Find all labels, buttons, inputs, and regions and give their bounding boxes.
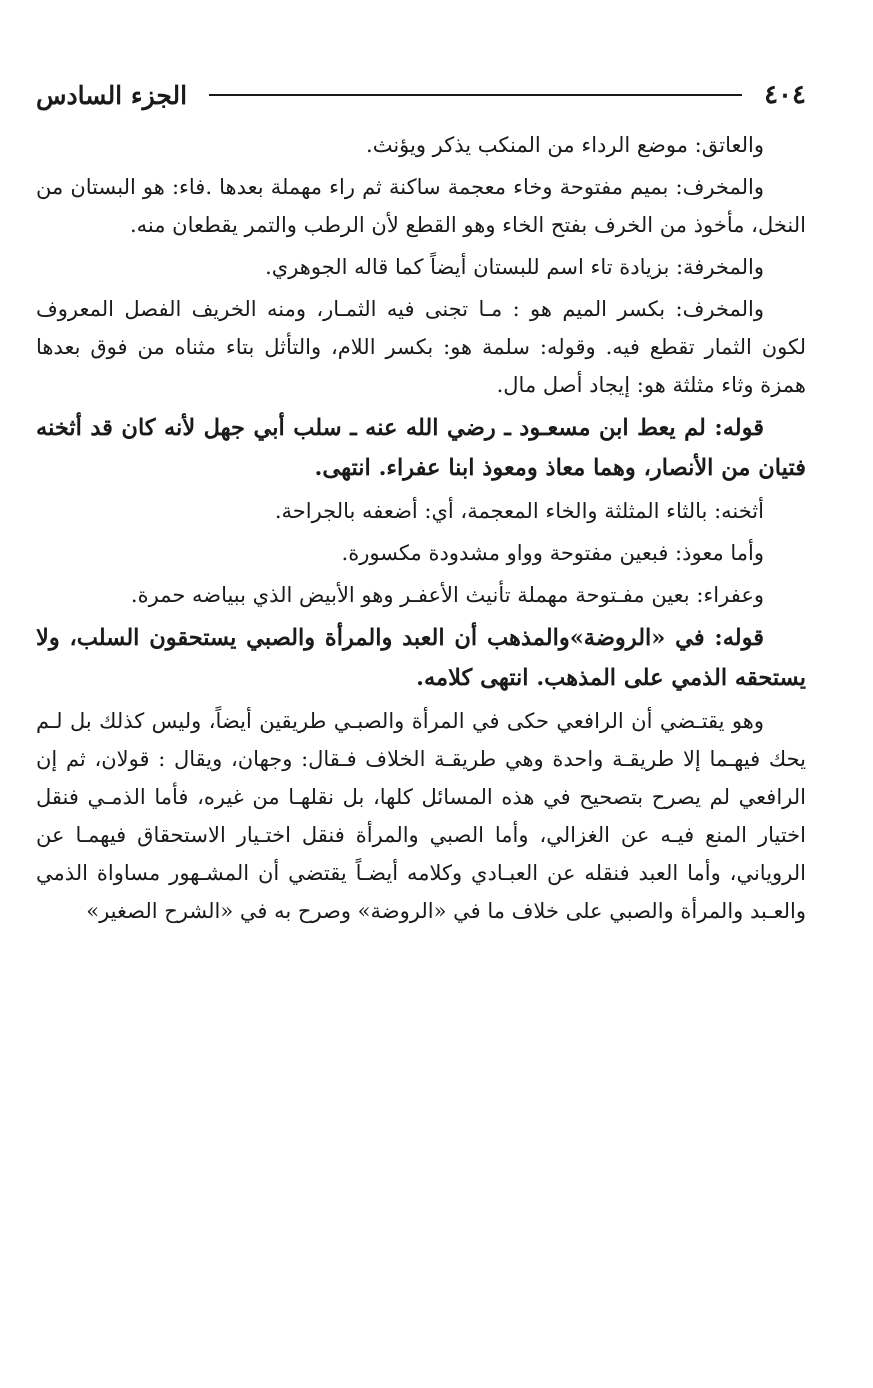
paragraph-makhraf: والمخرف: بميم مفتوحة وخاء معجمة ساكنة ثم راء مهملة بعدها .فاء: هو البستان من النخل، مأخوذ من الخرف بفتح الخاء وهو القطع لأن الرطب والتمر يقطعان منه. — [36, 175, 806, 237]
paragraph-commentary: وهو يقتـضي أن الرافعي حكى في المرأة والصبـي طريقين أيضاً، وليس كذلك بل لـم يحك فيهـما إلا طريقـة واحدة وهي طريقـة الخلاف فـقال: وجهان، ويقال : قولان، ثم إن الرافعي لم يصرح بتصحيح في هذه المسائل كلها، بل نقلهـا من غيره، فأما الذمـي فنقل اختيار المنع فيـه عن الغزالي، وأما الصبي والمرأة فنقل اختـيار الاستحقاق فيهمـا عن الروياني، وأما العبد فنقله عن العبـادي وكلامه أيضـاً يقتضي أن المشـهور مساواة الذمي والعـبد والمرأة والصبي على خلاف ما في «الروضة» وصرح به في «الشرح الصغير» — [36, 709, 806, 923]
quote-ibn-masud: قوله: لم يعط ابن مسعـود ـ رضي الله عنه ـ سلب أبي جهل لأنه كان قد أثخنه فتيان من الأنصار، وهما معاذ ومعوذ ابنا عفراء. انتهى. — [36, 415, 806, 481]
quote-rawda: قوله: في «الروضة»والمذهب أن العبد والمرأة والصبي يستحقون السلب، ولا يستحقه الذمي على المذهب. انتهى كلامه. — [36, 625, 806, 691]
paragraph-muawwidh: وأما معوذ: فبعين مفتوحة وواو مشدودة مكسورة. — [341, 541, 764, 565]
paragraph-atiq: والعاتق: موضع الرداء من المنكب يذكر ويؤنث. — [366, 133, 764, 157]
book-page — [36, 70, 806, 930]
running-title: الجزء السادس — [36, 80, 188, 110]
paragraph-makhrafa: والمخرفة: بزيادة تاء اسم للبستان أيضاً كما قاله الجوهري. — [265, 255, 764, 279]
paragraph-afra: وعفراء: بعين مفـتوحة مهملة تأنيث الأعفـر وهو الأبيض الذي ببياضه حمرة. — [130, 583, 764, 607]
paragraph-athkhanahu: أثخنه: بالثاء المثلثة والخاء المعجمة، أي: أضعفه بالجراحة. — [274, 499, 764, 523]
page-number: ٤٠٤ — [764, 80, 806, 110]
header-rule — [209, 94, 742, 96]
paragraph-mikhraf: والمخرف: بكسر الميم هو : مـا تجنى فيه الثمـار، ومنه الخريف الفصل المعروف لكون الثمار تقطع فيه. وقوله: سلمة هو: بكسر اللام، والتأثل بتاء مثناه من فوق بعدها همزة وثاء مثلثة هو: إيجاد أصل مال. — [36, 297, 806, 397]
page-header — [36, 70, 806, 120]
